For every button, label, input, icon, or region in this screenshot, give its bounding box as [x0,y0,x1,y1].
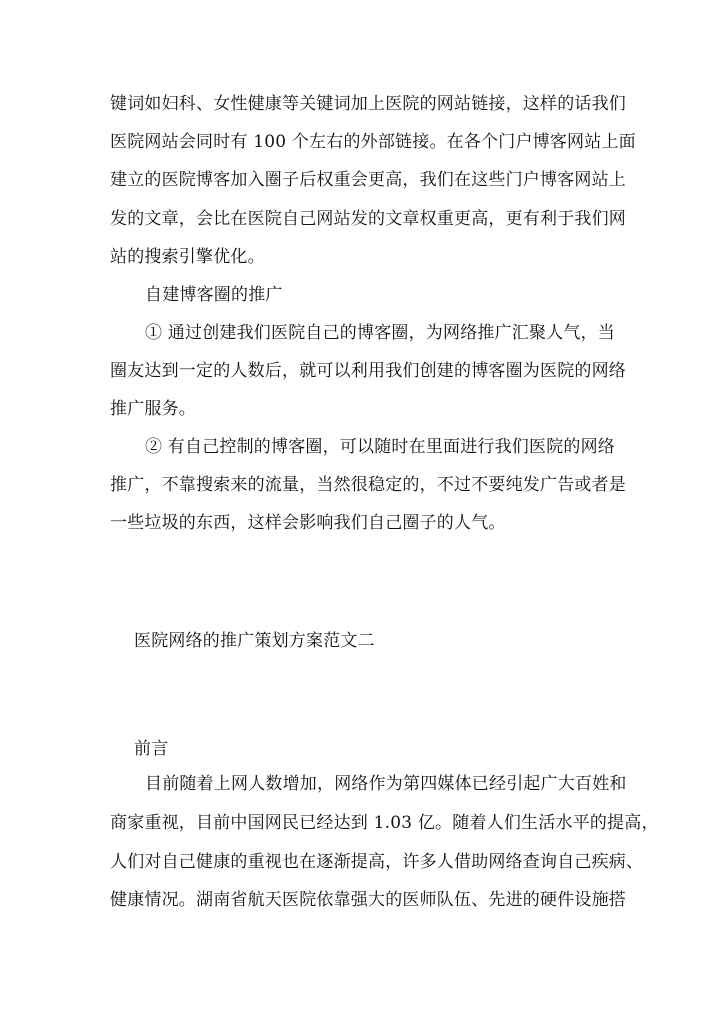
foreword-heading: 前言 [134,739,169,759]
paragraph-line: 站的搜索引擎优化。 [110,247,265,267]
paragraph-line: 发的文章，会比在医院自己网站发的文章权重更高，更有利于我们网 [110,209,626,229]
foreword-line: 健康情况。湖南省航天医院依靠强大的医师队伍、先进的硬件设施搭 [110,890,626,910]
list-item-line: ① 通过创建我们医院自己的博客圈，为网络推广汇聚人气，当 [145,323,616,343]
foreword-line: 商家重视，目前中国网民已经达到 1.03 亿。随着人们生活水平的提高， [110,813,659,833]
section-title: 医院网络的推广策划方案范文二 [134,631,375,651]
paragraph-line: 医院网站会同时有 100 个左右的外部链接。在各个门户博客网站上面 [110,132,636,152]
subheading-blog-circle: 自建博客圈的推广 [145,285,283,305]
paragraph-line: 键词如妇科、女性健康等关键词加上医院的网站链接，这样的话我们 [110,94,626,114]
foreword-line: 人们对自己健康的重视也在逐渐提高，许多人借助网络查询自己疾病、 [110,852,644,872]
paragraph-line: 建立的医院博客加入圈子后权重会更高，我们在这些门户博客网站上 [110,170,626,190]
list-item-line: 一些垃圾的东西，这样会影响我们自己圈子的人气。 [110,513,506,533]
list-item-line: 推广，不靠搜索来的流量，当然很稳定的，不过不要纯发广告或者是 [110,475,626,495]
foreword-line: 目前随着上网人数增加，网络作为第四媒体已经引起广大百姓和 [145,774,627,794]
list-item-line: 圈友达到一定的人数后，就可以利用我们创建的博客圈为医院的网络 [110,361,626,381]
list-item-line: ② 有自己控制的博客圈，可以随时在里面进行我们医院的网络 [145,437,616,457]
list-item-line: 推广服务。 [110,399,196,419]
